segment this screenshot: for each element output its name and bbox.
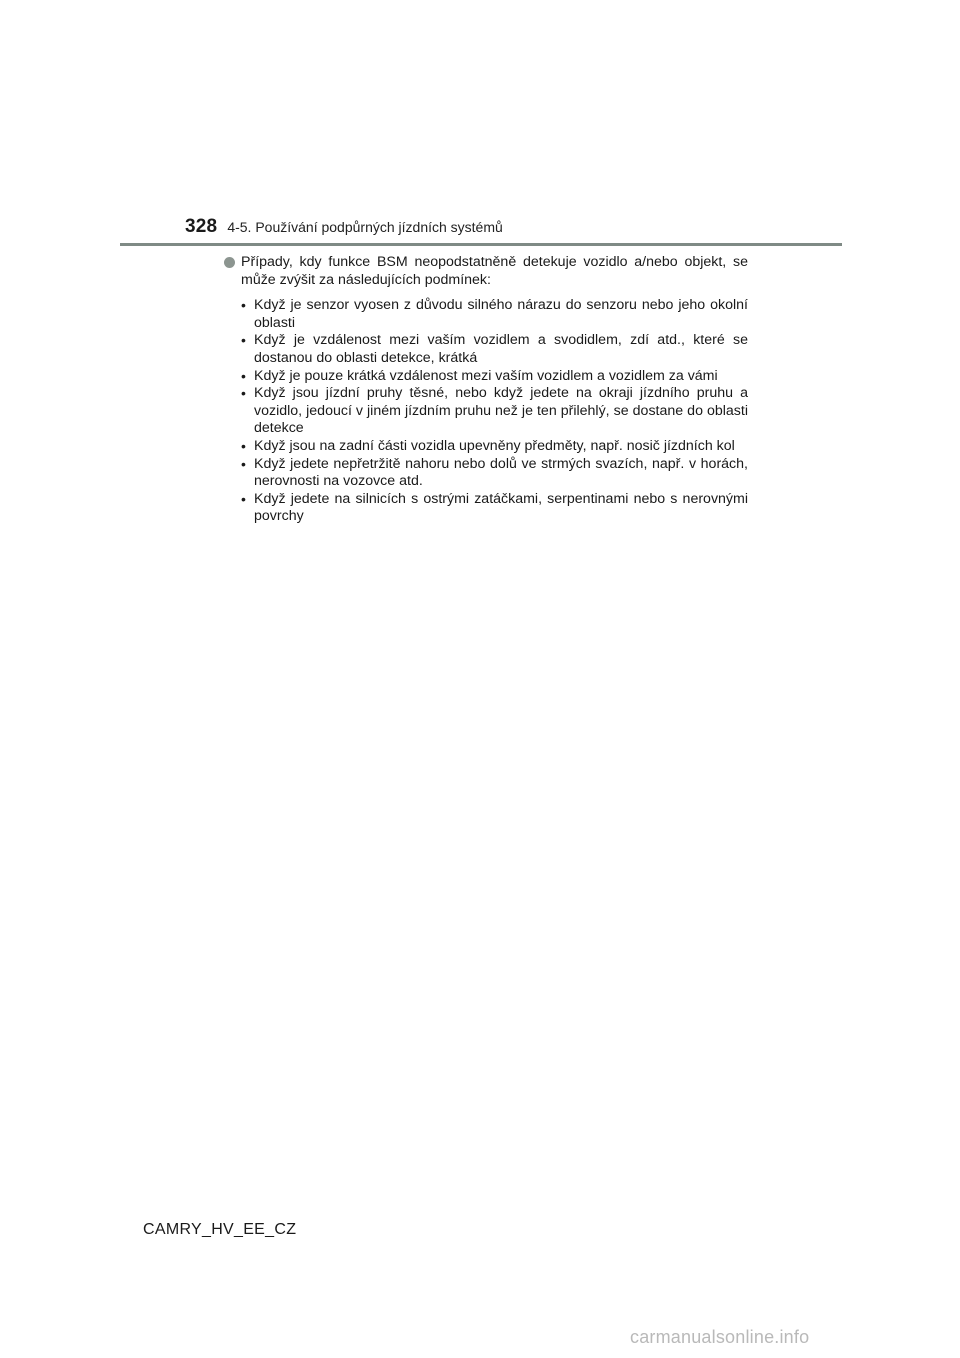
list-item-text: Když jedete nepřetržitě nahoru nebo dolů ve strmých svazích, např. v horách, nerovnosti na vozovce atd. [254,455,748,490]
bullet-dot-icon: • [241,332,246,349]
header-divider [120,243,842,246]
page-number: 328 [185,216,218,237]
document-code: CAMRY_HV_EE_CZ [143,1221,297,1238]
main-content [222,254,748,526]
lead-text: Případy, kdy funkce BSM neopodstatněně detekuje vozidlo a/nebo objekt, se může zvýšit za následujících podmínek: [241,254,748,288]
list-item [241,297,748,332]
list-item-text: Když jedete na silnicích s ostrými zatáčkami, serpentinami nebo s nerovnými povrchy [254,490,748,525]
section-title: 4-5. Používání podpůrných jízdních systémů [227,219,503,235]
condition-list [222,297,748,526]
lead-paragraph [222,254,748,289]
bullet-dot-icon: • [241,455,246,472]
list-item-text: Když je pouze krátká vzdálenost mezi vaším vozidlem a vozidlem za vámi [254,367,718,384]
bullet-dot-icon: • [241,297,246,314]
list-item-text: Když jsou na zadní části vozidla upevněny předměty, např. nosič jízdních kol [254,437,735,454]
page-header [185,216,503,242]
list-item [241,385,748,438]
list-item-text: Když jsou jízdní pruhy těsné, nebo když jedete na okraji jízdního pruhu a vozidlo, jedoucí v jiném jízdním pruhu než je ten přilehlý, se dostane do oblasti detekce [254,385,748,437]
list-item [241,491,748,526]
bullet-dot-icon: • [241,385,246,402]
bullet-dot-icon: • [241,367,246,384]
list-item-text: Když je vzdálenost mezi vaším vozidlem a svodidlem, zdí atd., které se dostanou do oblasti detekce, krátká [254,332,748,366]
list-item [241,438,748,456]
bullet-dot-icon: • [241,437,246,454]
bullet-dot-icon: • [241,490,246,507]
list-item [241,368,748,386]
list-item [241,456,748,491]
list-item-text: Když je senzor vyosen z důvodu silného nárazu do senzoru nebo jeho okolní oblasti [254,297,748,331]
list-item [241,332,748,367]
round-bullet-icon [224,257,235,268]
watermark: carmanualsonline.info [630,1327,810,1347]
